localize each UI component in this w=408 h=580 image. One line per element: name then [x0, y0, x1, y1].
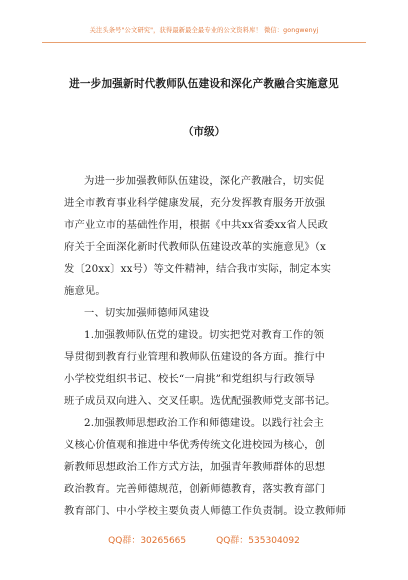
paragraph-line: 导贯彻到教育行业管理和教师队伍建设的各方面。推行中: [64, 351, 326, 363]
paragraph-line: 新教师思想政治工作方式方法，加强青年教师群体的思想: [64, 461, 326, 473]
document-subtitle: （市级）: [182, 126, 226, 138]
paragraph-line: 1.加强教师队伍党的建设。切实把党对教育工作的领: [84, 329, 324, 341]
header-banner: 关注头条号"公文研究"，获得最新最全最专业的公文资料库！ 微信：gongwenyj: [89, 27, 319, 34]
footer-qq-group-1: QQ群：30265665: [108, 536, 187, 546]
paragraph-line: 班子成员双向进入、交叉任职。选优配强教师党支部书记。: [64, 395, 336, 407]
footer-contact: [0, 533, 408, 546]
paragraph-line: 施意见。: [64, 285, 106, 297]
header-divider: [42, 42, 366, 43]
paragraph-line: 教育部门、中小学校主要负责人师德工作负责制。设立教师师: [64, 505, 347, 517]
paragraph-line: 府关于全面深化新时代教师队伍建设改革的实施意见》（x: [64, 241, 326, 253]
paragraph-line: 发〔20xx〕xx号）等文件精神，结合我市实际，制定本实: [64, 263, 332, 275]
document-title: 进一步加强新时代教师队伍建设和深化产教融合实施意见: [69, 78, 339, 90]
paragraph-line: 为进一步加强教师队伍建设，深化产教融合，切实促: [84, 175, 325, 187]
section-heading: 一、切实加强师德师风建设: [84, 307, 210, 319]
paragraph-line: 政治教育。完善师德规范，创新师德教育，落实教育部门: [64, 483, 326, 495]
paragraph-line: 进全市教育事业科学健康发展，充分发挥教育服务开放强: [64, 197, 326, 209]
paragraph-line: 义核心价值观和推进中华优秀传统文化进校园为核心，创: [64, 439, 326, 451]
paragraph-line: 2.加强教师思想政治工作和师德建设。以践行社会主: [84, 417, 324, 429]
footer-qq-group-2: QQ群：535304092: [216, 536, 300, 546]
paragraph-line: 市产业立市的基础性作用，根据《中共xx省委xx省人民政: [64, 219, 329, 231]
paragraph-line: 小学校党组织书记、校长“一肩挑”和党组织与行政领导: [64, 373, 316, 385]
